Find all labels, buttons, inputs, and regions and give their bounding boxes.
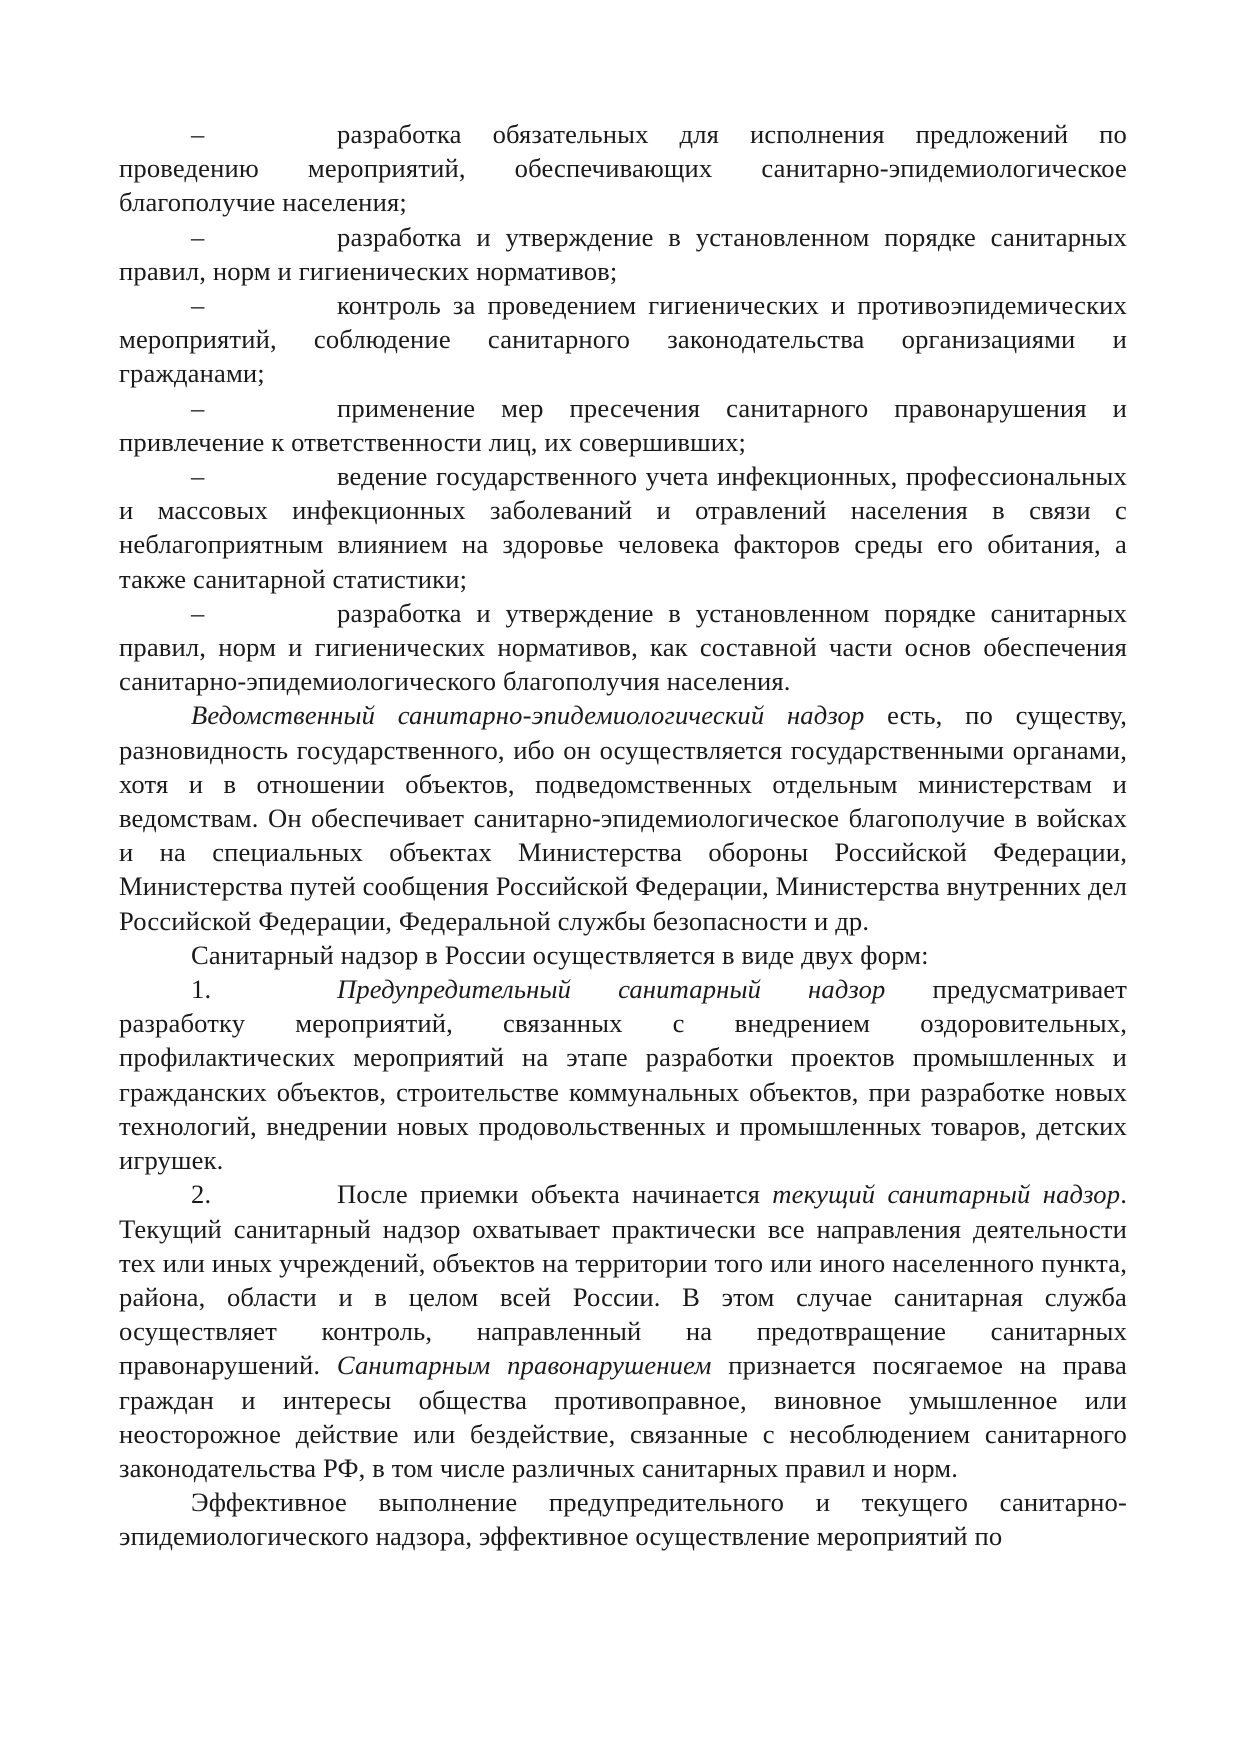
list-marker: – <box>191 461 205 492</box>
list-marker: – <box>191 597 205 628</box>
paragraph-text: признается посягаемое на права граждан и интересы общества противоправное, виновное умышленное или неосторожное действие или бездействие, связанные с несоблюдением санитарного законодательства РФ, в том числе различных санитарных правил и норм. <box>119 1350 1127 1483</box>
paragraph-final: Эффективное выполнение предупредительного и текущего санитарно-эпидемиологического надзора, эффективное осуществление мероприятий по <box>119 1487 1127 1552</box>
list-marker: – <box>191 119 205 149</box>
list-item-text: контроль за проведением гигиенических и противоэпидемических мероприятий, соблюдение санитарного законодательства организациями и гражданами; <box>119 290 1127 389</box>
paragraph-text: . Текущий санитарный надзор охватывает практически все направления деятельности тех или иных учреждений, объектов на территории того или иного населенного пункта, района, области и в целом всей России. В этом случае санитарная служба осуществляет контроль, направленный на предотвращение санитарных правонарушений. <box>119 1179 1127 1381</box>
paragraph-text: есть, по существу, разновидность государственного, ибо он осуществляется государственными органами, хотя и в отношении объектов, подведомственных отдельным министерствам и ведомствам. Он обеспечивает санитарно-эпидемиологическое благополучие в войсках и на специальных объектах Министерства обороны Российской Федерации, Министерства путей сообщения Российской Федерации, Министерства внутренних дел Российской Федерации, Федеральной службы безопасности и др. <box>119 700 1127 936</box>
item-number: 2. <box>191 1179 212 1210</box>
paragraph-departmental-supervision <box>119 698 1127 937</box>
item-number: 1. <box>191 974 212 1005</box>
list-item <box>119 596 1127 699</box>
term-current-supervision: текущий санитарный надзор <box>772 1179 1121 1210</box>
term-sanitary-offense: Санитарным правонарушением <box>336 1350 712 1381</box>
body-text <box>119 117 1127 1554</box>
paragraph-text: После приемки объекта начинается <box>337 1179 773 1210</box>
list-item <box>119 288 1127 391</box>
numbered-item-1 <box>119 972 1127 1177</box>
list-marker: – <box>191 290 205 321</box>
list-item-text: применение мер пресечения санитарного правонарушения и привлечение к ответственности лиц, их совершивших; <box>119 392 1127 457</box>
list-marker: – <box>191 392 205 423</box>
list-item <box>119 391 1127 459</box>
term-departmental-supervision: Ведомственный санитарно-эпидемиологический надзор <box>191 700 865 731</box>
list-item-text: разработка обязательных для исполнения предложений по проведению мероприятий, обеспечивающих санитарно-эпидемиологическое благополучие населения; <box>119 119 1127 218</box>
list-item-text: разработка и утверждение в установленном порядке санитарных правил, норм и гигиенических нормативов, как составной части основ обеспечения санитарно-эпидемиологического благополучия населения. <box>119 597 1127 697</box>
list-marker: – <box>191 221 205 252</box>
term-preventive-supervision: Предупредительный санитарный надзор <box>337 974 886 1005</box>
list-item <box>119 117 1127 220</box>
list-item <box>119 459 1127 596</box>
paragraph-text: предусматривает разработку мероприятий, связанных с внедрением оздоровительных, профилактических мероприятий на этапе разработки проектов промышленных и гражданских объектов, строительстве коммунальных объектов, при разработке новых технологий, внедрении новых продовольственных и промышленных товаров, детских игрушек. <box>119 974 1127 1176</box>
list-item-text: разработка и утверждение в установленном порядке санитарных правил, норм и гигиенических нормативов; <box>119 221 1127 286</box>
list-item-text: ведение государственного учета инфекционных, профессиональных и массовых инфекционных заболеваний и отравлений населения в связи с неблагоприятным влиянием на здоровье человека факторов среды его обитания, а также санитарной статистики; <box>119 461 1127 594</box>
paragraph-forms-intro: Санитарный надзор в России осуществляется в виде двух форм: <box>191 939 929 970</box>
numbered-item-2 <box>119 1177 1127 1485</box>
list-item <box>119 220 1127 288</box>
